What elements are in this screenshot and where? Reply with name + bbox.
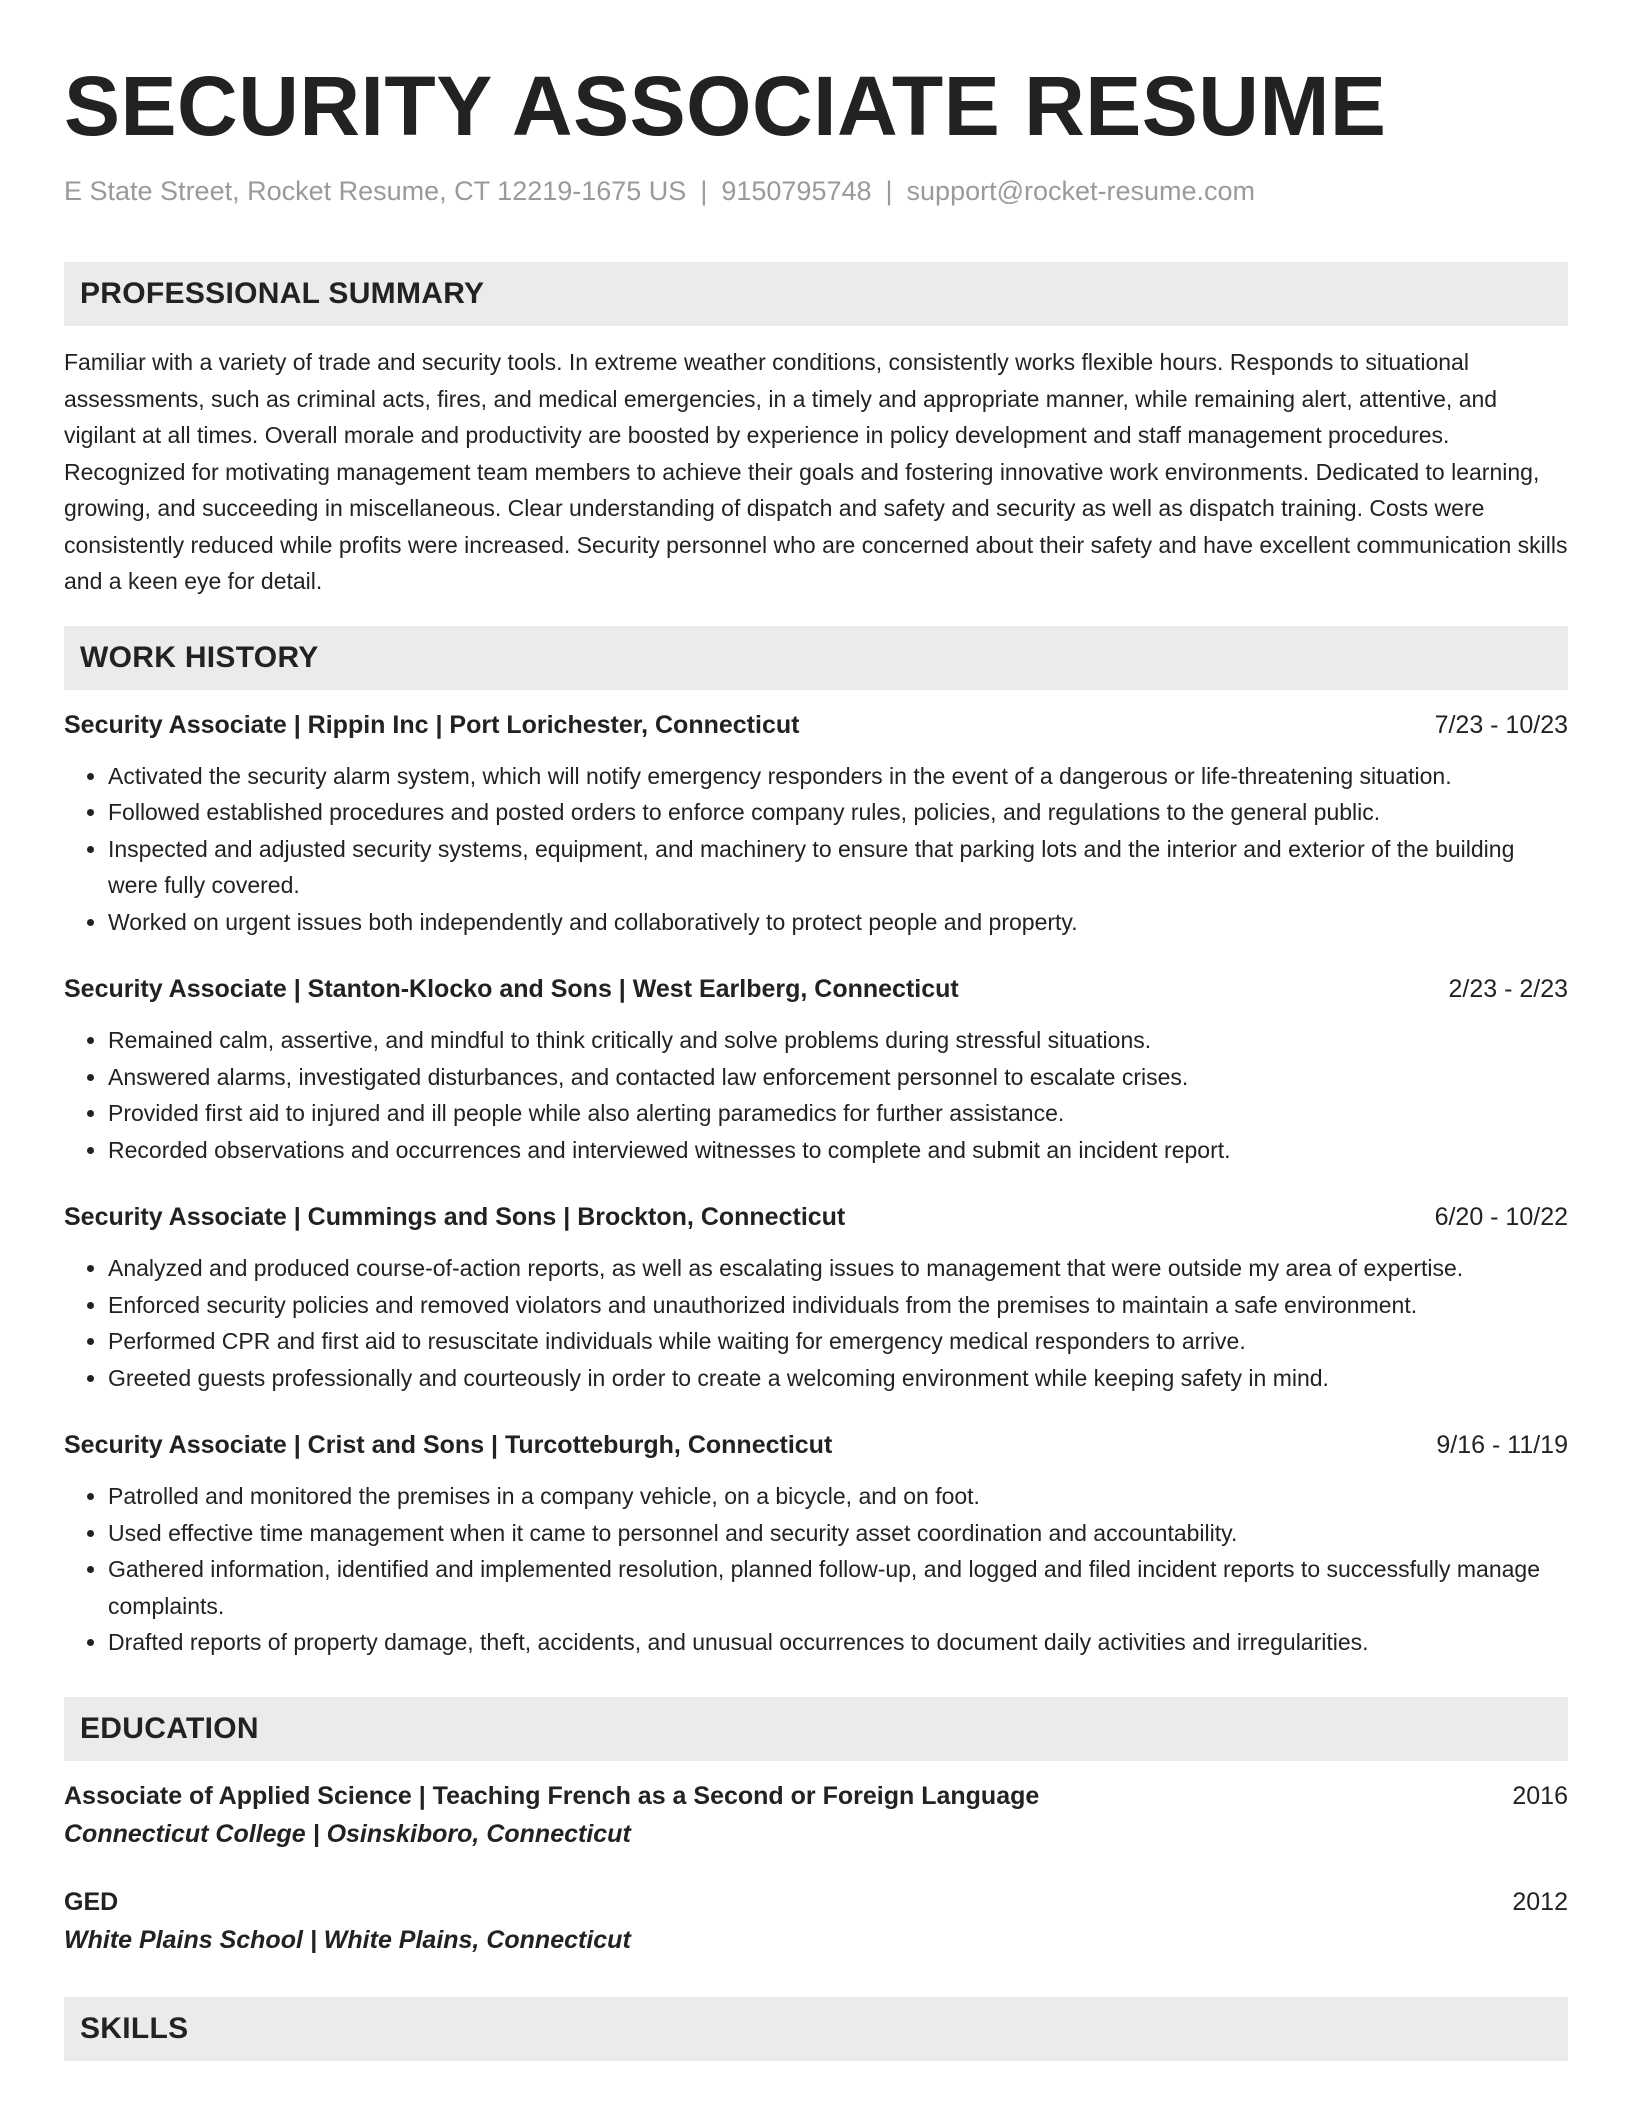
job-bullet: • Worked on urgent issues both independently and collaboratively to protect people and property. [108, 904, 1568, 941]
education-entry [64, 1779, 1568, 1851]
job-entry [64, 972, 1568, 1168]
job-bullet: • Activated the security alarm system, which will notify emergency responders in the event of a dangerous or life-threatening situation. [108, 758, 1568, 795]
job-title: Security Associate | Crist and Sons | Turcotteburgh, Connecticut [64, 1431, 833, 1459]
job-heading [64, 1428, 1568, 1462]
contact-separator: | [700, 176, 708, 206]
job-bullet: • Answered alarms, investigated disturbances, and contacted law enforcement personnel to escalate crises. [108, 1059, 1568, 1096]
job-dates: 9/16 - 11/19 [1436, 1431, 1568, 1459]
education-school: White Plains School | White Plains, Connecticut [64, 1925, 631, 1954]
job-bullet: • Gathered information, identified and implemented resolution, planned follow-up, and logged and filed incident reports to successfully manage complaints. [108, 1551, 1568, 1624]
job-entry [64, 1200, 1568, 1396]
job-dates: 2/23 - 2/23 [1448, 975, 1568, 1003]
job-bullet: • Performed CPR and first aid to resuscitate individuals while waiting for emergency medical responders to arrive. [108, 1323, 1568, 1360]
education-school: Connecticut College | Osinskiboro, Connecticut [64, 1819, 631, 1848]
job-title: Security Associate | Stanton-Klocko and Sons | West Earlberg, Connecticut [64, 975, 959, 1003]
contact-phone: 9150795748 [721, 176, 872, 206]
job-bullet: • Inspected and adjusted security systems, equipment, and machinery to ensure that parking lots and the interior and exterior of the building were fully covered. [108, 831, 1568, 904]
job-bullets [64, 1250, 1568, 1396]
summary-text: Familiar with a variety of trade and security tools. In extreme weather conditions, consistently works flexible hours. Responds to situational assessments, such as criminal acts, fires, and medical emergencies, in a timely and appropriate manner, while remaining alert, attentive, and vigilant at all times. Overall morale and productivity are boosted by experience in policy development and staff management procedures. Recognized for motivating management team members to achieve their goals and fostering innovative work environments. Dedicated to learning, growing, and succeeding in miscellaneous. Clear understanding of dispatch and safety and security as well as dispatch training. Costs were consistently reduced while profits were increased. Security personnel who are concerned about their safety and have excellent communication skills and a keen eye for detail. [64, 349, 1568, 594]
job-bullet: • Greeted guests professionally and courteously in order to create a welcoming environment while keeping safety in mind. [108, 1360, 1568, 1397]
job-bullets [64, 758, 1568, 941]
job-dates: 6/20 - 10/22 [1434, 1203, 1568, 1231]
education-degree: GED [64, 1887, 119, 1916]
job-bullet: • Followed established procedures and posted orders to enforce company rules, policies, and regulations to the general public. [108, 794, 1568, 831]
education-entry [64, 1885, 1568, 1957]
contact-address: E State Street, Rocket Resume, CT 12219-1675 US [64, 176, 687, 206]
job-dates: 7/23 - 10/23 [1434, 710, 1568, 739]
job-bullet: • Used effective time management when it came to personnel and security asset coordination and accountability. [108, 1515, 1568, 1552]
job-bullet: • Patrolled and monitored the premises in a company vehicle, on a bicycle, and on foot. [108, 1478, 1568, 1515]
contact-separator: | [885, 176, 893, 206]
section-header-skills: SKILLS [64, 1997, 1568, 2061]
job-bullets [64, 1478, 1568, 1661]
education-degree: Associate of Applied Science | Teaching French as a Second or Foreign Language [64, 1781, 1040, 1810]
education-heading [64, 1779, 1568, 1813]
job-bullet: • Analyzed and produced course-of-action reports, as well as escalating issues to management that were outside my area of expertise. [108, 1250, 1568, 1287]
education-list [64, 1779, 1568, 1957]
job-entry [64, 1428, 1568, 1661]
education-year: 2016 [1512, 1781, 1568, 1810]
work-history-list [64, 708, 1568, 1661]
contact-line [64, 174, 1568, 208]
job-heading [64, 1200, 1568, 1234]
job-bullet: • Remained calm, assertive, and mindful to think critically and solve problems during stressful situations. [108, 1022, 1568, 1059]
job-bullets [64, 1022, 1568, 1168]
education-heading [64, 1885, 1568, 1919]
education-year: 2012 [1512, 1887, 1568, 1916]
resume-title: SECURITY ASSOCIATE RESUME [64, 59, 1387, 153]
job-entry [64, 708, 1568, 941]
section-header-education: EDUCATION [64, 1697, 1568, 1761]
section-header-work-history: WORK HISTORY [64, 626, 1568, 690]
job-title: Security Associate | Rippin Inc | Port Lorichester, Connecticut [64, 710, 800, 739]
job-bullet: • Enforced security policies and removed violators and unauthorized individuals from the premises to maintain a safe environment. [108, 1287, 1568, 1324]
job-bullet: • Drafted reports of property damage, theft, accidents, and unusual occurrences to document daily activities and irregularities. [108, 1624, 1568, 1661]
job-title: Security Associate | Cummings and Sons | Brockton, Connecticut [64, 1203, 846, 1231]
job-bullet: • Provided first aid to injured and ill people while also alerting paramedics for further assistance. [108, 1095, 1568, 1132]
contact-email: support@rocket-resume.com [906, 176, 1256, 206]
section-header-summary: PROFESSIONAL SUMMARY [64, 262, 1568, 326]
job-heading [64, 708, 1568, 742]
job-heading [64, 972, 1568, 1006]
job-bullet: • Recorded observations and occurrences and interviewed witnesses to complete and submit an incident report. [108, 1132, 1568, 1169]
